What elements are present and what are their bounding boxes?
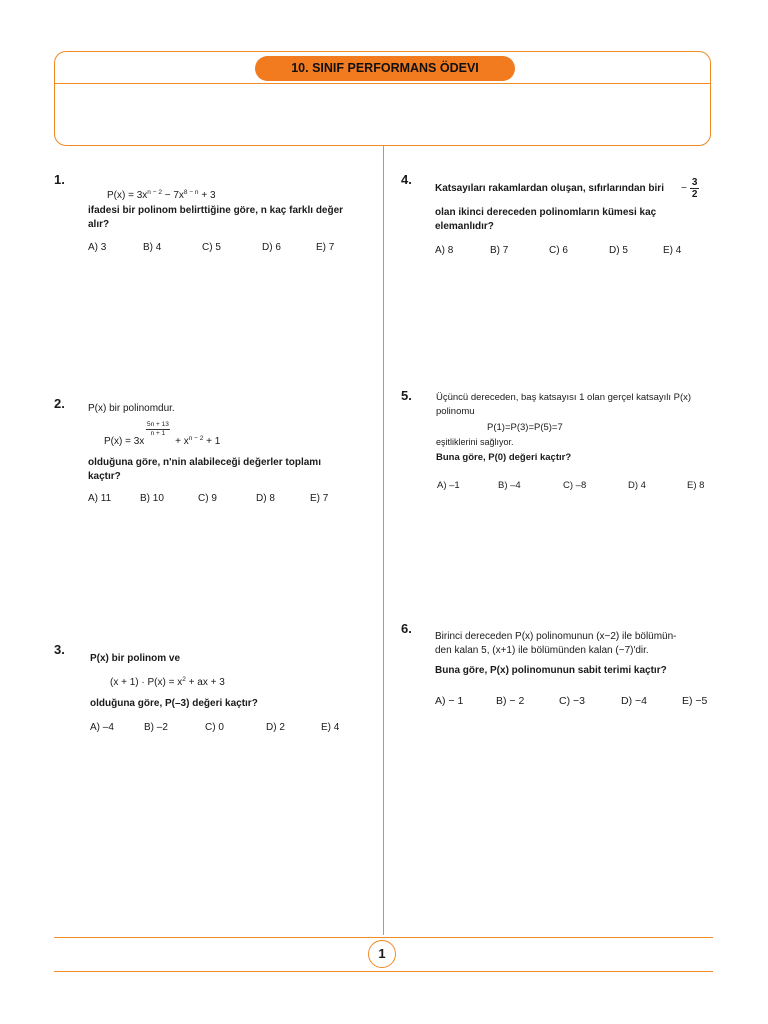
question-prompt: Buna göre, P(x) polinomunun sabit terimi kaçtır? [435, 665, 667, 676]
option-b[interactable]: B) 10 [140, 493, 164, 504]
option-c[interactable]: C) 5 [202, 242, 221, 253]
question-text: Birinci dereceden P(x) polinomunun (x−2) ile bölümün- den kalan 5, (x+1) ile bölümünden kalan (−7)'dir. [435, 631, 677, 656]
question-text-line1: Katsayıları rakamlardan oluşan, sıfırlarından biri [435, 183, 664, 194]
question-expression: $(x + 1) \cdot P(x) = x^2$ + ax + 3 [110, 676, 225, 688]
option-a[interactable]: A) − 1 [435, 695, 464, 707]
question-number: 4. [401, 172, 412, 187]
option-a[interactable]: A) 11 [88, 493, 112, 504]
header-divider [55, 83, 710, 84]
question-text: olan ikinci dereceden polinomların kümesi kaç elemanlıdır? [435, 207, 657, 232]
option-a[interactable]: A) –1 [437, 480, 460, 491]
option-b[interactable]: B) 7 [490, 245, 509, 256]
option-e[interactable]: E) 8 [687, 480, 705, 491]
negative-fraction: − $\frac{3}{2}$ [681, 177, 698, 200]
option-b[interactable]: B) –4 [498, 480, 521, 491]
page-title: 10. SINIF PERFORMANS ÖDEVI [255, 56, 515, 81]
option-b[interactable]: B) –2 [144, 722, 168, 733]
option-c[interactable]: C) −3 [559, 695, 585, 707]
question-number: 6. [401, 621, 412, 636]
option-d[interactable]: D) 6 [262, 242, 281, 253]
option-d[interactable]: D) 5 [609, 245, 628, 256]
option-a[interactable]: A) 3 [88, 242, 107, 253]
footer-line-bottom [54, 971, 713, 972]
question-condition: eşitliklerini sağlıyor. [436, 437, 514, 447]
question-number: 3. [54, 642, 65, 657]
question-text: olduğuna göre, P(–3) değeri kaçtır? [90, 698, 258, 709]
option-c[interactable]: C) 0 [205, 722, 224, 733]
question-number: 1. [54, 172, 65, 187]
question-expression: $P(x) = 3x + x^{n - 2} + 1$ [104, 435, 221, 447]
option-c[interactable]: C) 9 [198, 493, 217, 504]
option-d[interactable]: D) 4 [628, 480, 646, 491]
question-intro: P(x) bir polinom ve [90, 653, 181, 664]
question-text: olduğuna göre, n'nin alabileceği değerler toplamı kaçtır? [88, 457, 321, 482]
question-equation: P(1)=P(3)=P(5)=7 [487, 422, 563, 433]
question-intro: P(x) bir polinomdur. [88, 403, 175, 414]
option-a[interactable]: A) –4 [90, 722, 114, 733]
exponent-fraction: $\frac{5n + 13}{n + 1}$ [147, 421, 169, 437]
option-b[interactable]: B) − 2 [496, 695, 525, 707]
option-d[interactable]: D) 2 [266, 722, 285, 733]
header-box [54, 51, 711, 146]
option-c[interactable]: C) –8 [563, 480, 587, 491]
option-b[interactable]: B) 4 [143, 242, 162, 253]
column-divider [383, 146, 384, 935]
option-a[interactable]: A) 8 [435, 245, 454, 256]
footer-line-top [54, 937, 713, 938]
option-e[interactable]: E) 4 [321, 722, 340, 733]
question-prompt: Buna göre, P(0) değeri kaçtır? [436, 452, 572, 463]
option-e[interactable]: E) 7 [316, 242, 335, 253]
page-number: 1 [368, 940, 396, 968]
option-e[interactable]: E) 4 [663, 245, 682, 256]
option-d[interactable]: D) 8 [256, 493, 275, 504]
question-text: ifadesi bir polinom belirttiğine göre, n kaç farklı değer alır? [88, 205, 344, 230]
option-e[interactable]: E) 7 [310, 493, 329, 504]
question-number: 5. [401, 388, 412, 403]
option-d[interactable]: D) −4 [621, 695, 647, 707]
question-text: Üçüncü dereceden, baş katsayısı 1 olan gerçel katsayılı P(x) polinomu [436, 392, 692, 417]
option-c[interactable]: C) 6 [549, 245, 568, 256]
question-expression: $P(x) = 3x^{n - 2} - 7x^{8 - n} + 3$ [107, 189, 216, 201]
option-e[interactable]: E) −5 [682, 695, 708, 707]
question-number: 2. [54, 396, 65, 411]
